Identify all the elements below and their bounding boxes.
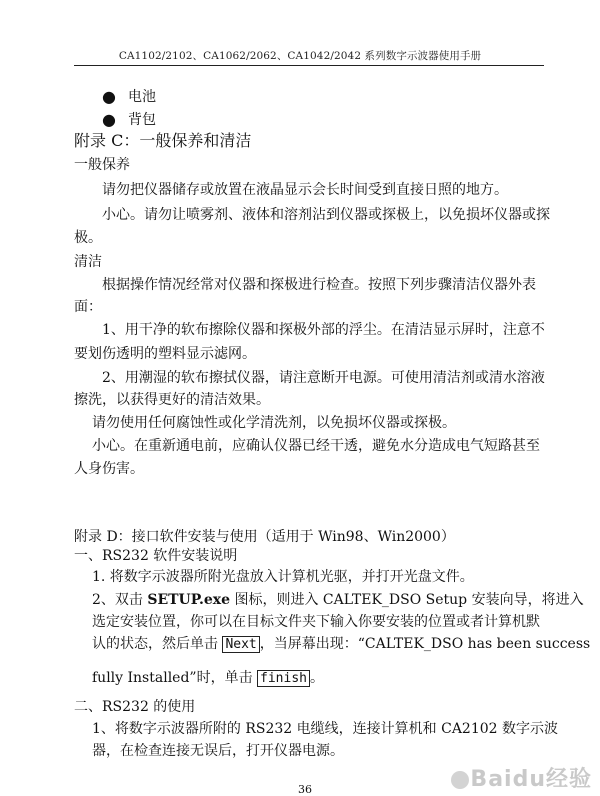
clean-paragraph-2: 请勿使用任何腐蚀性或化学清洗剂，以免损坏仪器或探极。 [92, 415, 456, 431]
install-step-1: 1. 将数字示波器所附光盘放入计算机光驱，并打开光盘文件。 [92, 569, 474, 585]
rs232-usage-heading: 二、RS232 的使用 [74, 699, 196, 715]
clean-step-1-line-1: 1、用干净的软布擦除仪器和探极外部的浮尘。在清洁显示屏时，注意不 [102, 322, 545, 338]
appendix-d-title: 附录 D：接口软件安装与使用（适用于 Win98、Win2000） [74, 529, 455, 545]
clean-step-1-line-2: 要划伤透明的塑料显示滤网。 [74, 346, 256, 362]
install-step-2-rest: 图标，则进入 CALTEK_DSO Setup 安装向导，将进入 [230, 592, 584, 608]
baidu-watermark-logo: Baidu经验 [450, 762, 592, 793]
install-step-2-line-4-prefix: fully Installed”时，单击 [92, 670, 258, 686]
cleaning-heading: 清洁 [74, 254, 102, 270]
install-step-2-line-2: 选定安装位置，你可以在目标文件夹下输入你要安装的位置或者计算机默 [92, 614, 540, 630]
care-paragraph-1: 请勿把仪器储存或放置在液晶显示会长时间受到直接日照的地方。 [102, 182, 508, 198]
install-step-2-line-3-rest: ，当屏幕出现：“CALTEK_DSO has been success [259, 636, 591, 652]
install-step-2-line-4 [92, 668, 324, 689]
clean-paragraph-1-line-2: 面： [74, 299, 102, 315]
clean-paragraph-3-line-2: 人身伤害。 [74, 461, 144, 477]
setup-exe-label: SETUP.exe [147, 592, 231, 608]
clean-step-2-line-1: 2、用潮湿的软布擦拭仪器，请注意断开电源。可使用清洁剂或清水溶液 [102, 370, 545, 386]
usage-step-1-line-2: 器，在检查连接无误后，打开仪器电源。 [92, 743, 344, 759]
paw-icon [451, 771, 469, 789]
care-paragraph-2-line-1: 小心。请勿让喷雾剂、液体和溶剂沾到仪器或探极上，以免损坏仪器或探 [102, 207, 550, 223]
bullet-item-battery: 电池 [128, 89, 156, 105]
general-care-heading: 一般保养 [74, 157, 130, 173]
clean-paragraph-3-line-1: 小心。在重新通电前，应确认仪器已经干透，避免水分造成电气短路甚至 [92, 438, 540, 454]
bullet-icon: ● [102, 87, 116, 106]
page-number: 36 [298, 783, 312, 796]
clean-step-2-line-2: 擦洗，以获得更好的清洁效果。 [74, 392, 270, 408]
bullet-item-bag: 背包 [128, 112, 156, 128]
usage-step-1-line-1: 1、将数字示波器所附的 RS232 电缆线，连接计算机和 CA2102 数字示波 [92, 721, 559, 737]
clean-paragraph-1-line-1: 根据操作情况经常对仪器和探极进行检查。按照下列步骤清洁仪器外表 [102, 277, 536, 293]
install-step-2-line-4-rest: 。 [310, 670, 324, 686]
rs232-install-heading: 一、RS232 软件安装说明 [74, 548, 238, 564]
finish-button-label: finish [257, 670, 310, 687]
install-step-2-line-1 [92, 590, 584, 610]
page-header: CA1102/2102、CA1062/2062、CA1042/2042 系列数字示波器使用手册 [118, 50, 482, 62]
next-button-label: Next [222, 636, 259, 653]
install-step-2-line-3 [92, 634, 590, 655]
install-step-2-prefix: 2、双击 [92, 592, 148, 608]
install-step-2-line-3-prefix: 认的状态，然后单击 [92, 636, 223, 652]
care-paragraph-2-line-2: 极。 [74, 230, 102, 246]
appendix-c-title: 附录 C：一般保养和清洁 [74, 131, 252, 150]
header-rule [74, 65, 544, 66]
bullet-icon: ● [102, 110, 116, 129]
